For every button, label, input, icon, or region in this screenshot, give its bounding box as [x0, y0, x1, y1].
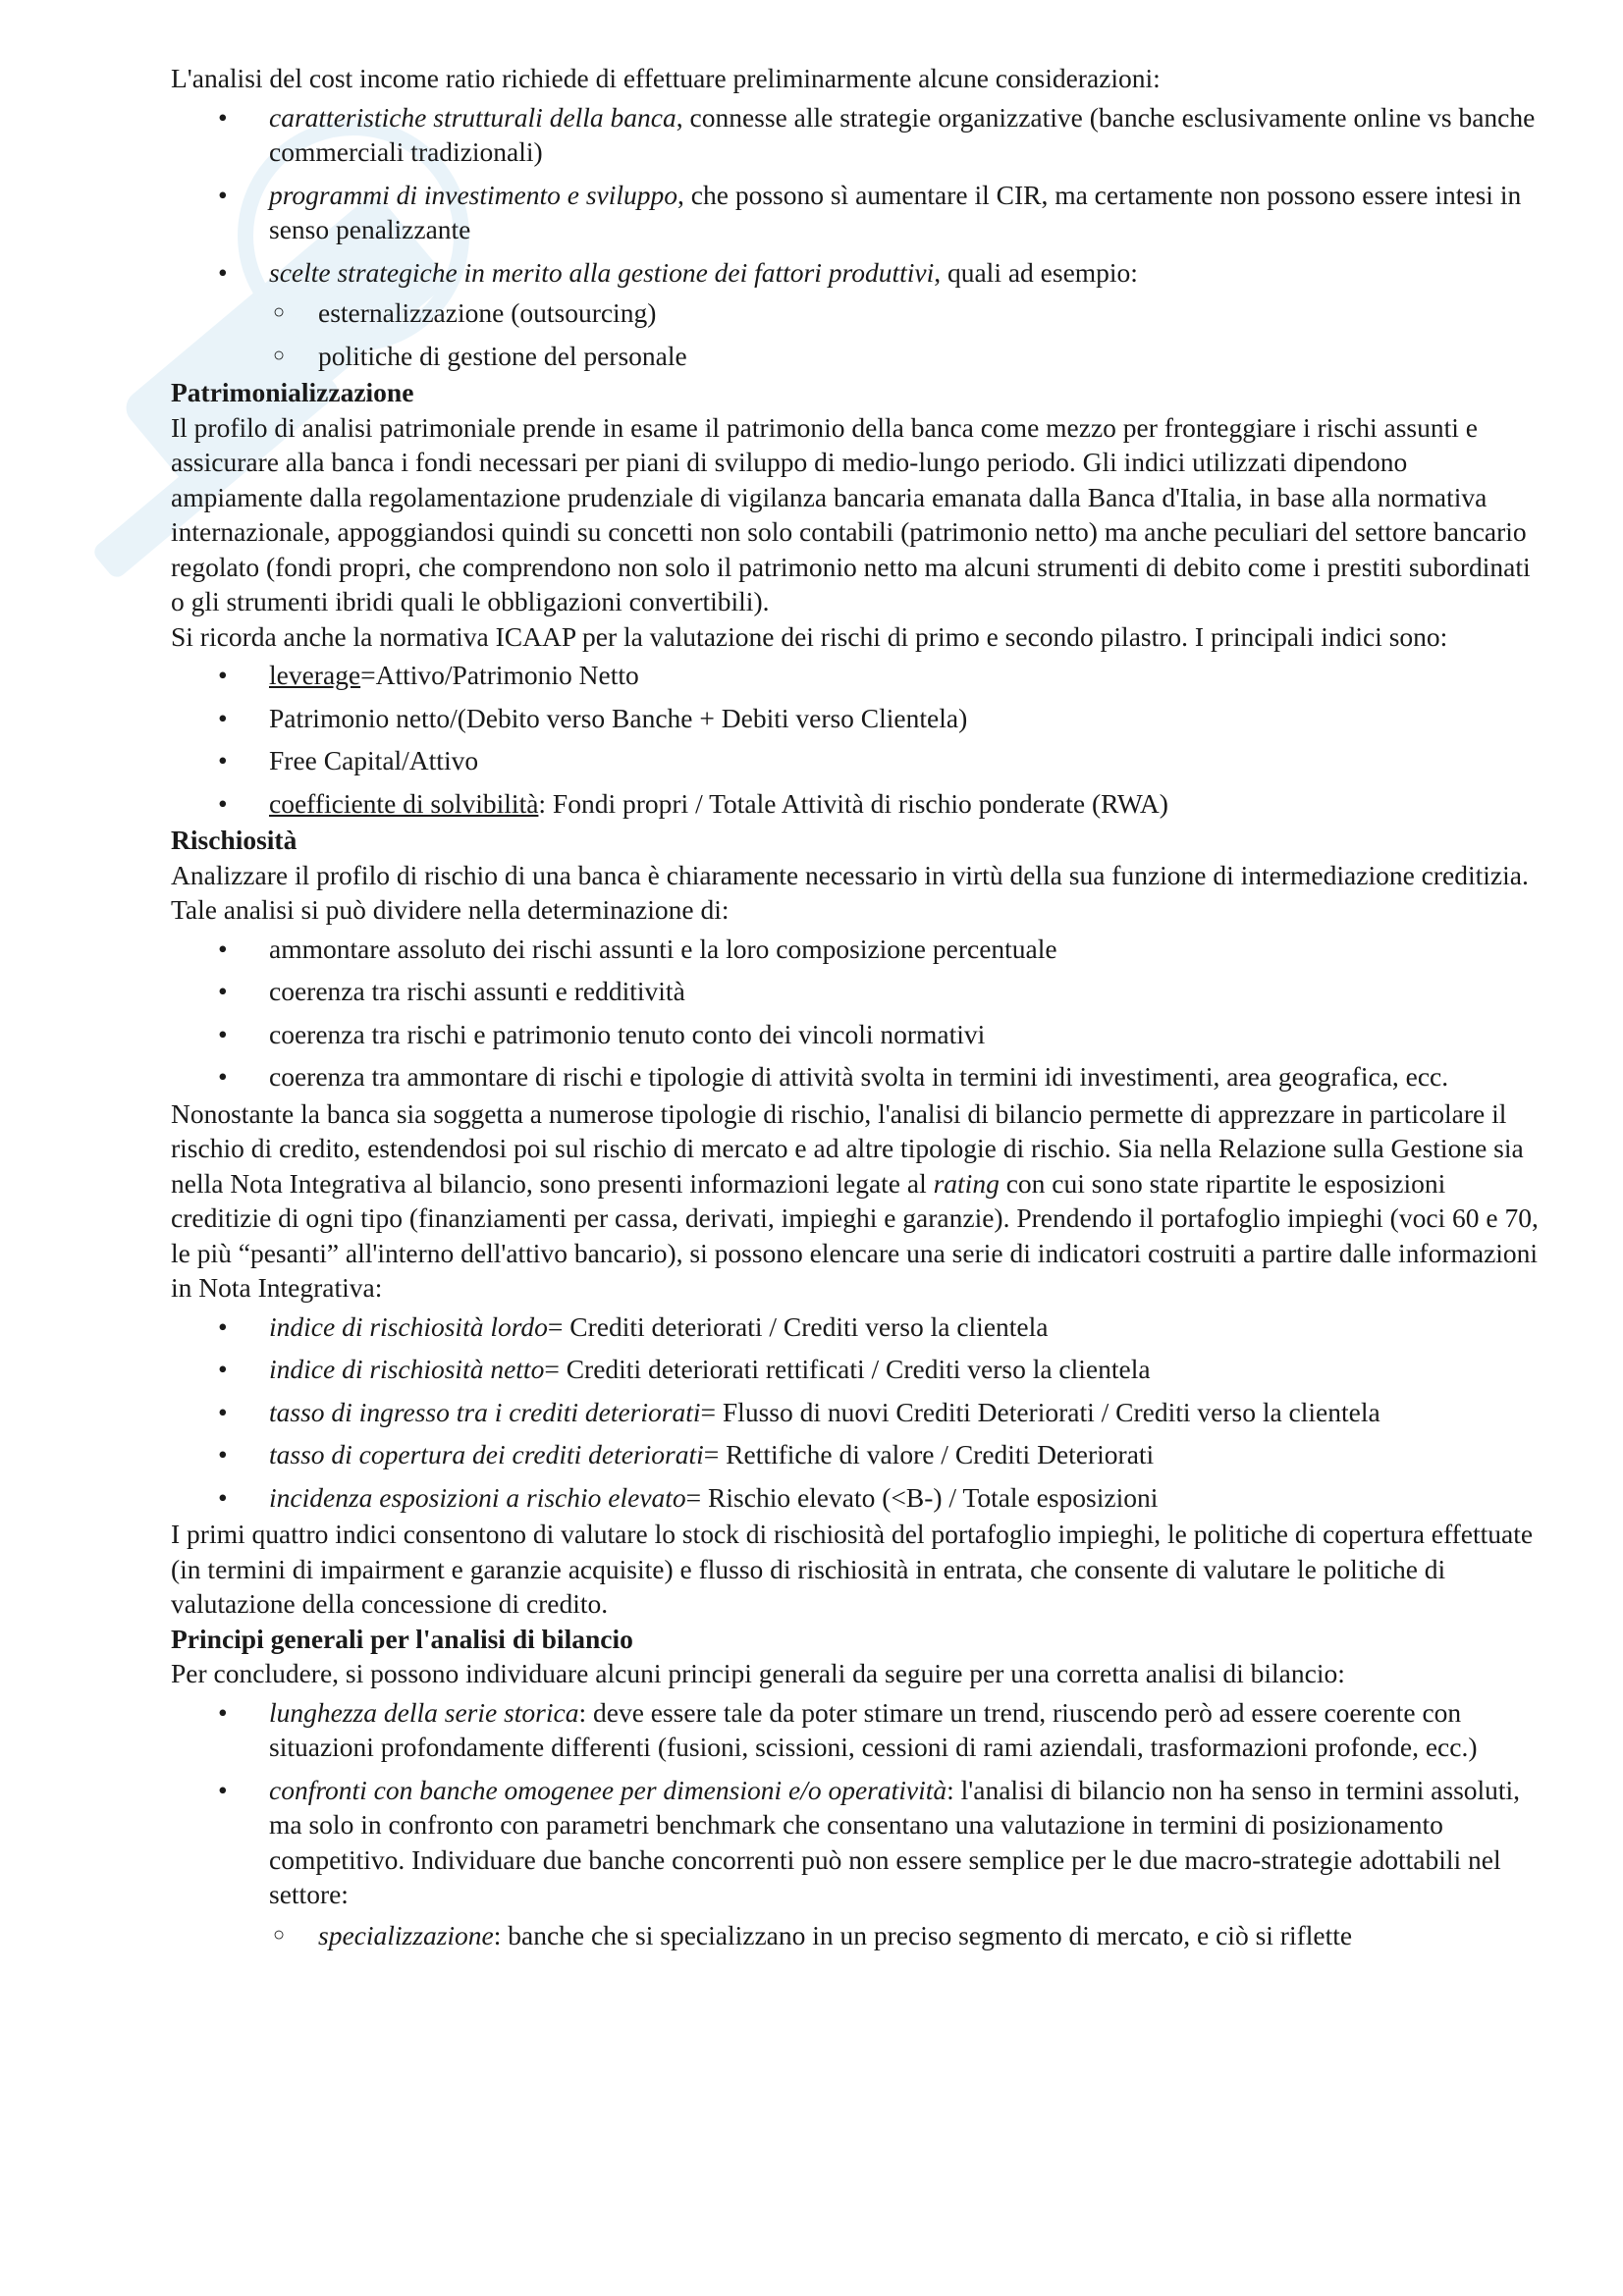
- list-item: • ammontare assoluto dei rischi assunti e la loro composizione percentuale: [171, 932, 1545, 967]
- section-heading-principi: Principi generali per l'analisi di bilancio: [171, 1623, 633, 1654]
- list-item: • Free Capital/Attivo: [171, 743, 1545, 778]
- list-item: • lunghezza della serie storica: deve essere tale da poter stimare un trend, riuscendo però ad essere coerente con situazioni profondamente differenti (fusioni, scissioni, cessioni di rami aziendali, trasformazioni profonde, ecc.): [171, 1695, 1545, 1765]
- list-item: • indice di rischiosità lordo= Crediti deteriorati / Crediti verso la clientela: [171, 1309, 1545, 1345]
- principi-sublist: [269, 1918, 1545, 1953]
- paragraph: I primi quattro indici consentono di valutare lo stock di rischiosità del portafoglio impieghi, le politiche di copertura effettuate (in termini di impairment e garanzie acquisite) e flusso di rischiosità in entrata, che consente di valutare le politiche di valutazione della concessione di credito.: [171, 1519, 1534, 1619]
- paragraph: Analizzare il profilo di rischio di una banca è chiaramente necessario in virtù della sua funzione di intermediazione creditizia. Tale analisi si può dividere nella determinazione di:: [171, 859, 1529, 925]
- list-item: • tasso di copertura dei crediti deteriorati= Rettifiche di valore / Crediti Deteriorati: [171, 1437, 1545, 1472]
- paragraph: Il profilo di analisi patrimoniale prende in esame il patrimonio della banca come mezzo per fronteggiare i rischi assunti e assicurare alla banca i fondi necessari per piani di sviluppo di medio-lungo periodo. Gli indici utilizzati dipendono ampiamente dalla regolamentazione prudenziale di vigilanza bancaria emanata dalla Banca d'Italia, in base alla normativa internazionale, appoggiandosi quindi su concetti non solo contabili (patrimonio netto) ma anche peculiari del settore bancario regolato (fondi propri, che comprendono non solo il patrimonio netto ma alcuni strumenti di debito come i prestiti subordinati o gli strumenti ibridi quali le obbligazioni convertibili).: [171, 411, 1531, 616]
- document-page: [171, 61, 1545, 1960]
- list-item: • coefficiente di solvibilità: Fondi propri / Totale Attività di rischio ponderate (RWA): [171, 786, 1545, 822]
- list-item: • tasso di ingresso tra i crediti deteriorati= Flusso di nuovi Crediti Deteriorati / Crediti verso la clientela: [171, 1395, 1545, 1430]
- list-item: • coerenza tra ammontare di rischi e tipologie di attività svolta in termini idi investimenti, area geografica, ecc.: [171, 1059, 1545, 1095]
- principi-list: [171, 1695, 1545, 1953]
- paragraph: Per concludere, si possono individuare alcuni principi generali da seguire per una corretta analisi di bilancio:: [171, 1658, 1345, 1688]
- risk-indices-list: [171, 1309, 1545, 1516]
- intro-lead: L'analisi del cost income ratio richiede di effettuare preliminarmente alcune considerazioni:: [171, 63, 1161, 93]
- list-item: • caratteristiche strutturali della banca, connesse alle strategie organizzative (banche esclusivamente online vs banche commerciali tradizionali): [171, 100, 1545, 170]
- list-item: • coerenza tra rischi e patrimonio tenuto conto dei vincoli normativi: [171, 1017, 1545, 1052]
- intro-list: [171, 100, 1545, 374]
- list-item: • scelte strategiche in merito alla gestione dei fattori produttivi, quali ad esempio: ○ esternalizzazione (outsourcing) ○ politiche di gestione del personale: [171, 255, 1545, 374]
- section-heading-patrimonializzazione: Patrimonializzazione: [171, 377, 414, 407]
- rischiosita-list: [171, 932, 1545, 1095]
- list-item: • leverage=Attivo/Patrimonio Netto: [171, 658, 1545, 693]
- patrimonio-indices-list: [171, 658, 1545, 821]
- section-heading-rischiosita: Rischiosità: [171, 825, 298, 855]
- list-item: • indice di rischiosità netto= Crediti deteriorati rettificati / Crediti verso la clientela: [171, 1352, 1545, 1387]
- list-item: • incidenza esposizioni a rischio elevato= Rischio elevato (<B-) / Totale esposizioni: [171, 1480, 1545, 1516]
- intro-sublist: [269, 295, 1545, 373]
- paragraph: Nonostante la banca sia soggetta a numerose tipologie di rischio, l'analisi di bilancio permette di apprezzare in particolare il rischio di credito, estendendosi poi sul rischio di mercato e ad altre tipologie di rischio. Sia nella Relazione sulla Gestione sia nella Nota Integrativa al bilancio, sono presenti informazioni legate al rating con cui sono state ripartite le esposizioni creditizie di ogni tipo (finanziamenti per cassa, derivati, impieghi e garanzie). Prendendo il portafoglio impieghi (voci 60 e 70, le più “pesanti” all'interno dell'attivo bancario), si possono elencare una serie di indicatori costruiti a partire dalle informazioni in Nota Integrativa:: [171, 1097, 1539, 1303]
- paragraph: Si ricorda anche la normativa ICAAP per la valutazione dei rischi di primo e secondo pilastro. I principali indici sono:: [171, 620, 1448, 652]
- list-item: • programmi di investimento e sviluppo, che possono sì aumentare il CIR, ma certamente non possono essere intesi in senso penalizzante: [171, 178, 1545, 247]
- list-item: • Patrimonio netto/(Debito verso Banche + Debiti verso Clientela): [171, 701, 1545, 736]
- sub-list-item: ○ politiche di gestione del personale: [171, 339, 1545, 374]
- list-item: • confronti con banche omogenee per dimensioni e/o operatività: l'analisi di bilancio non ha senso in termini assoluti, ma solo in confronto con parametri benchmark che consentano una valutazione in termini di posizionamento competitivo. Individuare due banche concorrenti può non essere semplice per le due macro-strategie adottabili nel settore: ○ specializzazione: banche che si specializzano in un preciso segmento di mercato, e ciò si riflette: [171, 1773, 1545, 1953]
- list-item: • coerenza tra rischi assunti e redditività: [171, 974, 1545, 1009]
- sub-list-item: ○ specializzazione: banche che si specializzano in un preciso segmento di mercato, e ciò si riflette: [171, 1918, 1545, 1953]
- sub-list-item: ○ esternalizzazione (outsourcing): [171, 295, 1545, 331]
